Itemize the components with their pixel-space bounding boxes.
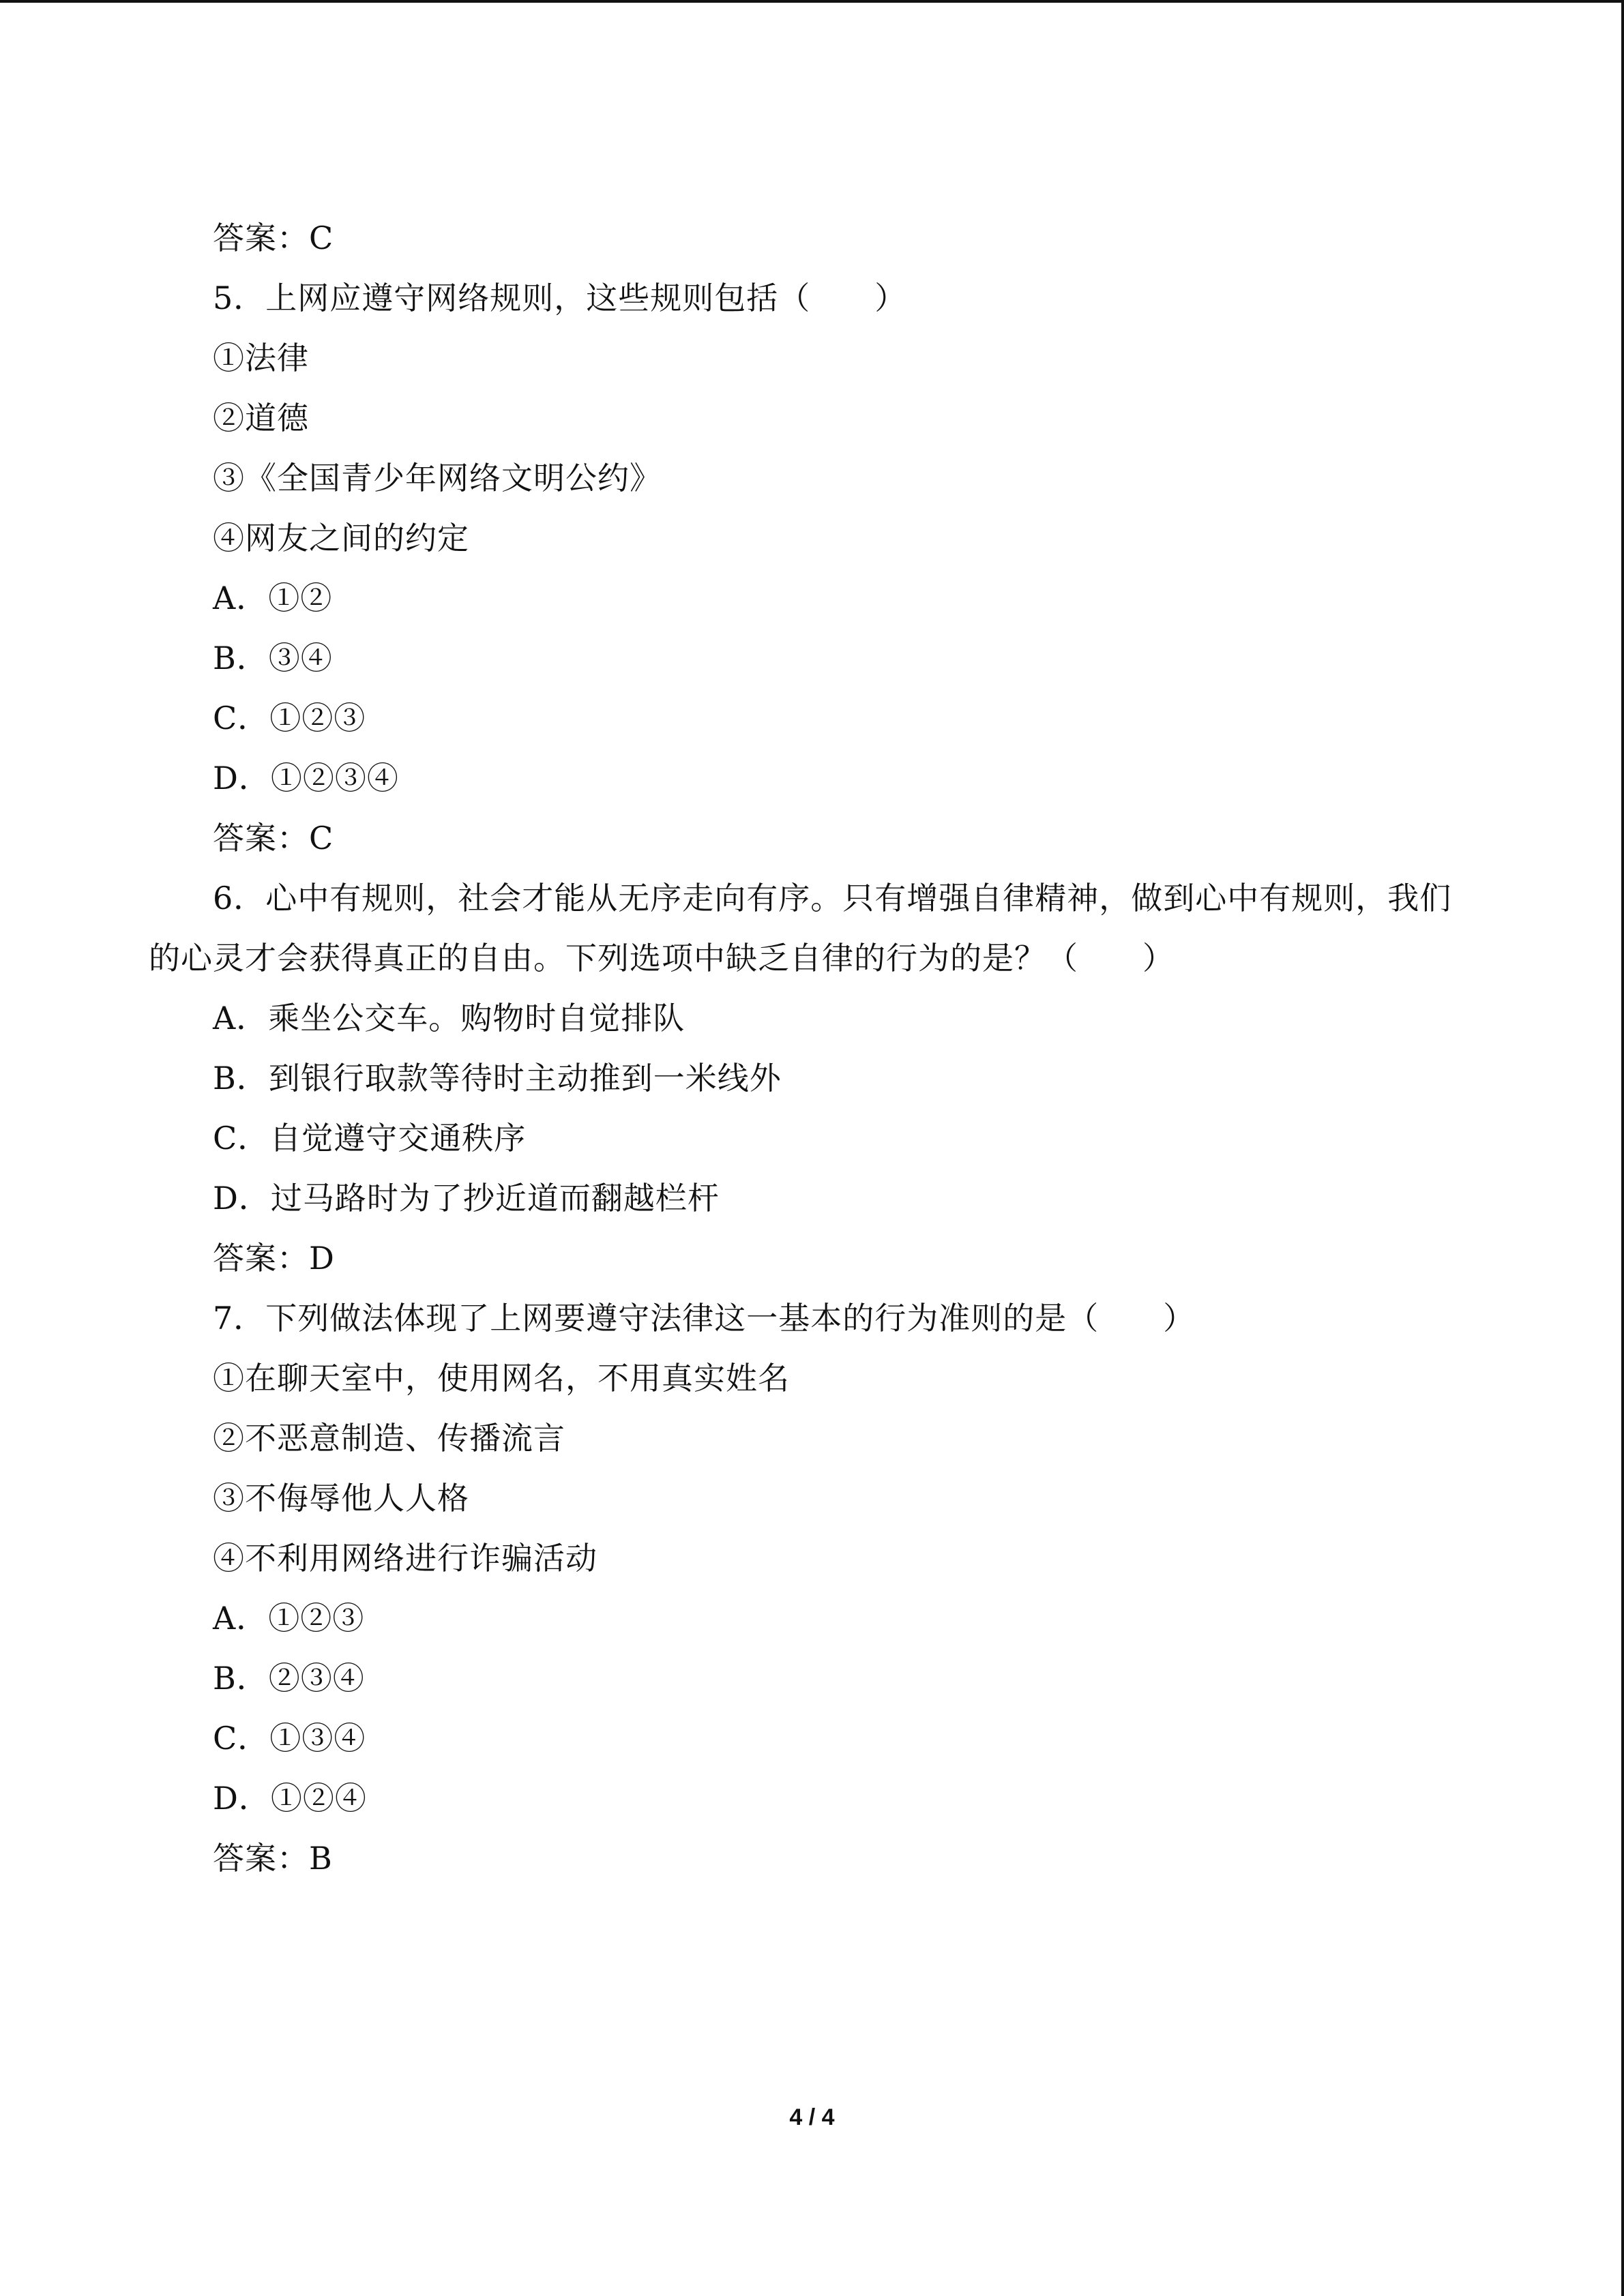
document-body (0, 208, 1624, 1888)
question-5-item-4: ④网友之间的约定 (213, 520, 469, 556)
question-5-answer: 答案：C (213, 820, 334, 856)
question-5-option-a: A．①② (213, 580, 333, 616)
question-7-item-1: ①在聊天室中，使用网名，不用真实姓名 (213, 1360, 790, 1397)
question-6-answer: 答案：D (213, 1240, 335, 1277)
question-6-option-d: D．过马路时为了抄近道而翻越栏杆 (213, 1180, 720, 1217)
question-5-item-2: ②道德 (213, 400, 309, 436)
question-5-item-1: ①法律 (213, 340, 309, 376)
question-7-answer: 答案：B (213, 1840, 333, 1877)
page-top-border (0, 0, 1624, 3)
question-7-option-c: C．①③④ (213, 1720, 366, 1757)
question-6-stem-line-1: 6．心中有规则，社会才能从无序走向有序。只有增强自律精神，做到心中有规则，我们 (213, 880, 1452, 916)
question-5-option-d: D．①②③④ (213, 760, 399, 796)
question-5-stem: 5．上网应遵守网络规则，这些规则包括（ ） (213, 280, 907, 316)
question-7-option-a: A．①②③ (213, 1600, 365, 1637)
question-5-option-b: B．③④ (213, 640, 333, 676)
question-7-option-d: D．①②④ (213, 1780, 367, 1817)
question-7-stem: 7．下列做法体现了上网要遵守法律这一基本的行为准则的是（ ） (213, 1300, 1196, 1337)
question-6-stem-line-2: 的心灵才会获得真正的自由。下列选项中缺乏自律的行为的是？（ ） (149, 940, 1175, 976)
answer-line: 答案：C (213, 220, 334, 256)
question-6-option-a: A．乘坐公交车。购物时自觉排队 (213, 1000, 685, 1037)
question-7-item-2: ②不恶意制造、传播流言 (213, 1420, 565, 1457)
question-7-item-3: ③不侮辱他人人格 (213, 1480, 469, 1517)
question-7-item-4: ④不利用网络进行诈骗活动 (213, 1540, 597, 1577)
question-5-option-c: C．①②③ (213, 700, 366, 736)
question-6-option-b: B．到银行取款等待时主动推到一米线外 (213, 1060, 782, 1097)
question-7-option-b: B．②③④ (213, 1660, 365, 1697)
question-6-option-c: C．自觉遵守交通秩序 (213, 1120, 527, 1157)
question-5-item-3: ③《全国青少年网络文明公约》 (213, 460, 662, 496)
page-number: 4 / 4 (789, 2104, 835, 2130)
